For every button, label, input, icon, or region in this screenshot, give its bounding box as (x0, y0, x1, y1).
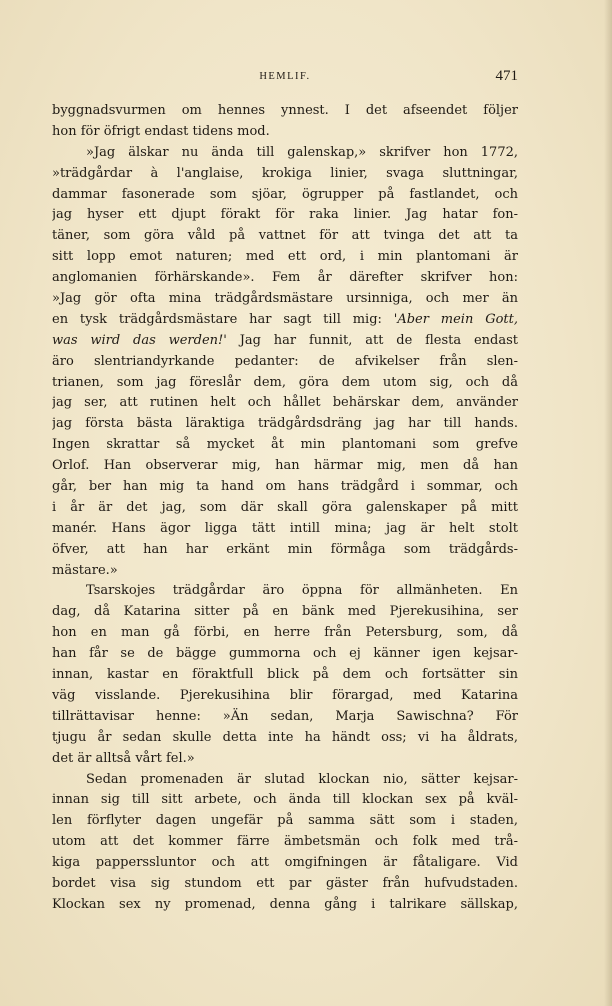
text-line: innan sig till sitt arbete, och ända till klockan sex på kväl- (52, 792, 518, 808)
text-segment: Jag har funnit, att de flesta endast (239, 332, 518, 348)
text-line: innan, kastar en föraktfull blick på dem och fortsätter sin (52, 667, 518, 683)
text-line: jag hyser ett djupt förakt för raka linier. Jag hatar fon- (52, 207, 518, 223)
text-line: dammar fasonerade som sjöar, ögrupper på fastlandet, och (52, 186, 518, 202)
text-line: utom att det kommer färre ämbetsmän och folk med trå- (52, 834, 518, 850)
text-line: äro slentriandyrkande pedanter: de afvikelser från slen- (52, 353, 518, 369)
text-line: Tsarskojes trädgårdar äro öppna för allmänheten. En (86, 583, 518, 599)
page-header (52, 68, 518, 90)
page-number: 471 (495, 68, 518, 84)
text-line: »Jag älskar nu ända till galenskap,» skrifver hon 1772, (86, 144, 518, 160)
text-line-with-quote (52, 331, 518, 352)
text-line: len förflyter dagen ungefär på samma sätt som i staden, (52, 813, 518, 829)
text-line: går, ber han mig ta hand om hans trädgård i sommar, och (52, 479, 518, 495)
body-text (52, 101, 518, 916)
text-line: väg visslande. Pjerekusihina blir förargad, med Katarina (52, 687, 518, 703)
text-line: i år är det jag, som där skall göra galenskaper på mitt (52, 499, 518, 515)
text-line: trianen, som jag föreslår dem, göra dem utom sig, och då (52, 374, 518, 390)
text-line: »Jag gör ofta mina trädgårdsmästare ursinniga, och mer än (52, 291, 518, 307)
text-line: »trädgårdar à l'anglaise, krokiga linier, svaga sluttningar, (52, 165, 518, 181)
text-line: kiga papperssluntor och att omgifningen är fåtaligare. Vid (52, 855, 518, 871)
text-line: jag första bästa läraktiga trädgårdsdräng jag har till hands. (52, 416, 518, 432)
text-line: byggnadsvurmen om hennes ynnest. I det afseendet följer (52, 103, 518, 118)
text-line: mästare.» (52, 562, 118, 578)
text-line: öfver, att han har erkänt min förmåga som trädgårds- (52, 541, 518, 557)
text-segment: en tysk trädgårdsmästare har sagt till mig: (52, 311, 394, 327)
text-line: Sedan promenaden är slutad klockan nio, sätter kejsar- (86, 771, 518, 787)
page-edge-shadow (604, 0, 612, 1006)
german-quote: 'Aber mein Gott, (393, 311, 518, 327)
text-line-with-quote (52, 310, 518, 331)
text-line: hon en man gå förbi, en herre från Petersburg, som, då (52, 625, 518, 641)
running-head: HEMLIF. (259, 71, 311, 82)
text-line: det är alltså vårt fel.» (52, 750, 195, 766)
text-line: tillrättavisar henne: »Än sedan, Marja Sawischna? För (52, 708, 518, 724)
text-line: dag, då Katarina sitter på en bänk med Pjerekusihina, ser (52, 604, 518, 620)
text-line: hon för öfrigt endast tidens mod. (52, 123, 270, 139)
text-line: Klockan sex ny promenad, denna gång i talrikare sällskap, (52, 896, 518, 912)
text-line: täner, som göra våld på vattnet för att tvinga det att ta (52, 228, 518, 244)
text-line: Orlof. Han observerar mig, han härmar mig, men då han (52, 458, 518, 474)
text-line: jag ser, att rutinen helt och hållet behärskar dem, använder (52, 395, 518, 411)
text-line: Ingen skrattar så mycket åt min plantomani som grefve (52, 437, 518, 453)
text-line: tjugu år sedan skulle detta inte ha händt oss; vi ha åldrats, (52, 729, 518, 745)
german-quote: was wird das werden!' (52, 332, 227, 348)
text-line: bordet visa sig stundom ett par gäster från hufvudstaden. (52, 875, 518, 891)
text-line: han får se de bägge gummorna och ej känner igen kejsar- (52, 646, 518, 662)
text-line: anglomanien förhärskande». Fem år därefter skrifver hon: (52, 270, 518, 286)
text-line: manér. Hans ägor ligga tätt intill mina; jag är helt stolt (52, 520, 518, 536)
text-line: sitt lopp emot naturen; med ett ord, i min plantomani är (52, 249, 518, 265)
